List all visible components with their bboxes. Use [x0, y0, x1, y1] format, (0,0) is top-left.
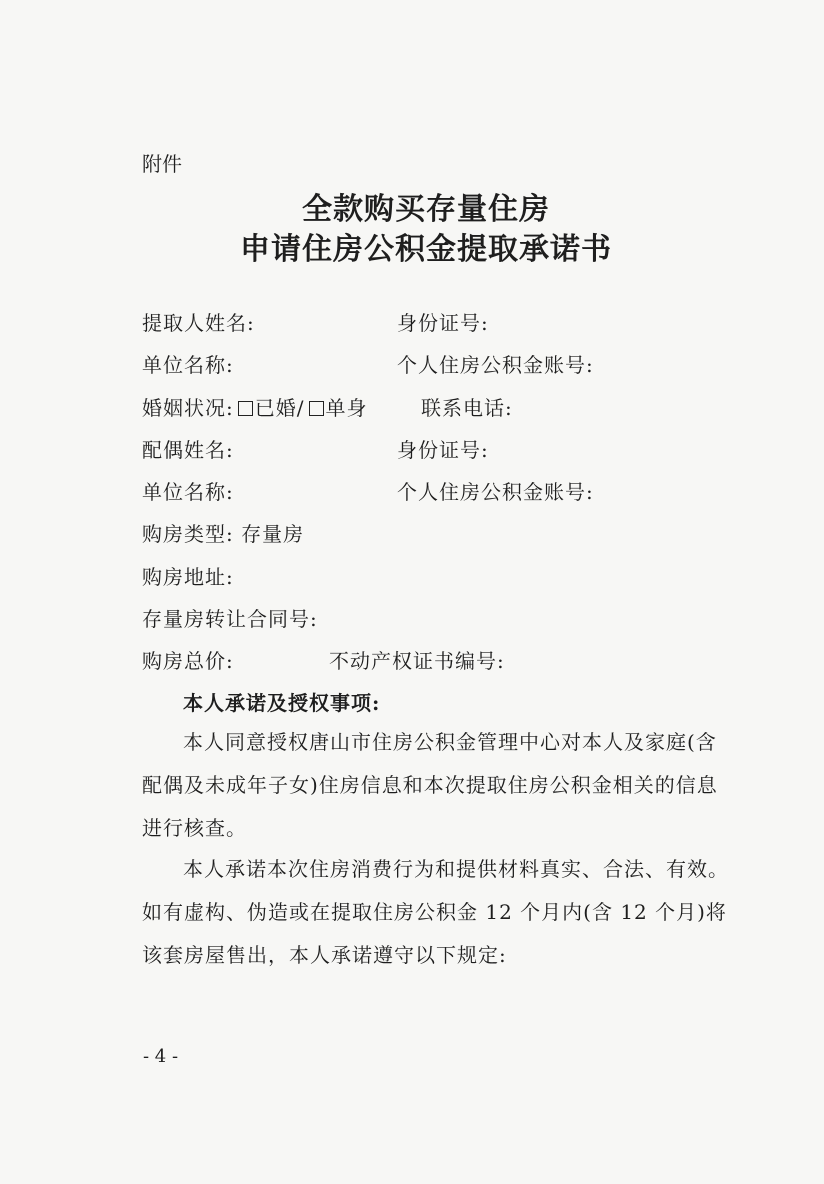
- spouse-id-label: 身份证号:: [397, 438, 489, 462]
- address-label: 购房地址:: [142, 565, 234, 589]
- purchase-type-row: [142, 518, 304, 547]
- document-title-line2: 申请住房公积金提取承诺书: [240, 232, 612, 267]
- applicant-id-label: 身份证号:: [397, 311, 489, 335]
- marital-status-row: [142, 392, 368, 421]
- commitment-paragraph: [142, 848, 742, 977]
- purchase-type-value: 存量房: [241, 522, 305, 546]
- document-title-line1: 全款购买存量住房: [302, 192, 550, 227]
- paragraph-line: 如有虚构、伪造或在提取住房公积金 12 个月内(含 12 个月)将: [142, 900, 727, 924]
- spouse-account-label: 个人住房公积金账号:: [397, 480, 594, 504]
- paragraph-line: 配偶及未成年子女)住房信息和本次提取住房公积金相关的信息: [142, 773, 718, 797]
- applicant-account-label: 个人住房公积金账号:: [397, 353, 594, 377]
- paragraph-line: 该套房屋售出，本人承诺遵守以下规定:: [142, 943, 507, 967]
- marital-status-label: 婚姻状况:: [142, 396, 234, 420]
- single-option-label: 单身: [325, 396, 368, 420]
- paragraph-line: 本人承诺本次住房消费行为和提供材料真实、合法、有效。: [183, 857, 729, 881]
- spouse-unit-label: 单位名称:: [142, 480, 234, 504]
- applicant-unit-label: 单位名称:: [142, 353, 234, 377]
- phone-label: 联系电话:: [421, 396, 513, 420]
- married-checkbox[interactable]: [238, 401, 253, 416]
- attachment-label: 附件: [142, 152, 182, 176]
- authorization-paragraph: [142, 721, 742, 850]
- married-option-label: 已婚/: [254, 396, 305, 420]
- spouse-name-label: 配偶姓名:: [142, 438, 234, 462]
- applicant-name-label: 提取人姓名:: [142, 311, 255, 335]
- contract-number-label: 存量房转让合同号:: [142, 607, 318, 631]
- total-price-label: 购房总价:: [142, 649, 234, 673]
- purchase-type-label: 购房类型:: [142, 522, 234, 546]
- certificate-number-label: 不动产权证书编号:: [329, 649, 505, 673]
- single-checkbox[interactable]: [309, 401, 324, 416]
- commitment-heading: 本人承诺及授权事项:: [183, 691, 381, 715]
- paragraph-line: 进行核查。: [142, 816, 247, 840]
- paragraph-line: 本人同意授权唐山市住房公积金管理中心对本人及家庭(含: [183, 730, 717, 754]
- page-number: - 4 -: [143, 1046, 179, 1067]
